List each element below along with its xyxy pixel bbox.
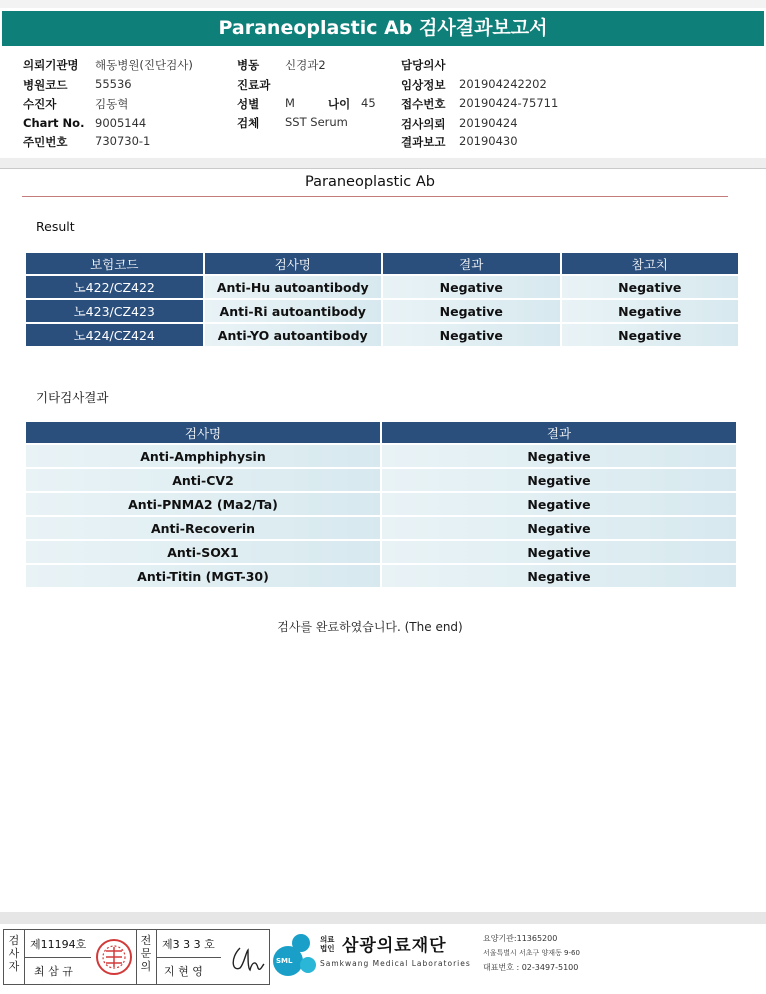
result-table xyxy=(24,251,740,348)
table-row xyxy=(26,541,736,563)
table-row xyxy=(26,493,736,515)
divider xyxy=(24,957,91,958)
info-label: 검사의뢰 xyxy=(401,117,446,131)
column-header: 보험코드 xyxy=(26,253,203,274)
bottom-band xyxy=(0,912,766,924)
info-value: 20190424-75711 xyxy=(459,96,559,110)
table-row xyxy=(26,565,736,587)
age-label: 나이 xyxy=(328,97,351,111)
info-label: 주민번호 xyxy=(23,135,68,149)
result-cell: Negative xyxy=(382,517,736,539)
column-header: 참고치 xyxy=(562,253,739,274)
table-row xyxy=(26,445,736,467)
brand-english: Samkwang Medical Laboratories xyxy=(320,959,471,968)
insurance-code-cell: 노424/CZ424 xyxy=(26,324,203,346)
insurance-code-cell: 노423/CZ423 xyxy=(26,300,203,322)
signature-box xyxy=(3,929,270,985)
info-value: 9005144 xyxy=(95,116,147,130)
signature-icon xyxy=(226,938,266,978)
info-value: 김동혁 xyxy=(95,97,129,111)
column-header: 결과 xyxy=(383,253,560,274)
reference-cell: Negative xyxy=(562,276,739,298)
info-value: 730730-1 xyxy=(95,134,151,148)
test-name-cell: Anti-YO autoantibody xyxy=(205,324,382,346)
info-row xyxy=(23,116,84,130)
table-row xyxy=(26,324,738,346)
info-label: 의뢰기관명 xyxy=(23,58,79,72)
doctor-name: 지 현 영 xyxy=(164,965,203,978)
examiner-label: 검사자 xyxy=(8,934,20,973)
result-cell: Negative xyxy=(383,300,560,322)
sml-logo-icon xyxy=(272,931,318,979)
table-row xyxy=(26,469,736,491)
test-name-cell: Anti-Recoverin xyxy=(26,517,380,539)
test-name-cell: Anti-SOX1 xyxy=(26,541,380,563)
other-results-heading: 기타검사결과 xyxy=(36,390,109,405)
address: 서울특별시 서초구 양재동 9-60 xyxy=(483,949,580,957)
insurance-code-cell: 노422/CZ422 xyxy=(26,276,203,298)
result-cell: Negative xyxy=(382,445,736,467)
info-row xyxy=(23,134,67,150)
info-value: SST Serum xyxy=(285,115,348,129)
age-value: 45 xyxy=(361,96,376,110)
info-value: 20190424 xyxy=(459,116,518,130)
test-name-cell: Anti-Titin (MGT-30) xyxy=(26,565,380,587)
info-label: 검체 xyxy=(237,116,260,130)
info-row xyxy=(23,77,67,93)
info-value: 55536 xyxy=(95,77,132,91)
info-value: 201904242202 xyxy=(459,77,547,91)
info-value: 20190430 xyxy=(459,134,518,148)
seal-stamp-icon xyxy=(94,937,134,977)
info-label: 진료과 xyxy=(237,78,271,92)
table-header-row xyxy=(26,422,736,443)
result-cell: Negative xyxy=(382,469,736,491)
other-results-table xyxy=(24,420,738,589)
info-row xyxy=(23,96,56,112)
result-cell: Negative xyxy=(382,541,736,563)
info-value: 신경과2 xyxy=(285,58,326,72)
examiner-license: 제11194호 xyxy=(30,938,87,951)
result-cell: Negative xyxy=(383,324,560,346)
info-row xyxy=(23,57,79,73)
column-header: 검사명 xyxy=(26,422,380,443)
doctor-license: 제3 3 3 호 xyxy=(162,938,215,951)
end-note: 검사를 완료하였습니다. (The end) xyxy=(277,620,463,634)
phone: 대표번호 : 02-3497-5100 xyxy=(483,963,579,972)
examiner-name: 최 삼 규 xyxy=(34,965,73,978)
test-name-cell: Anti-Hu autoantibody xyxy=(205,276,382,298)
info-label: 수진자 xyxy=(23,97,57,111)
brand-name: 삼광의료재단 xyxy=(342,936,447,956)
column-header: 검사명 xyxy=(205,253,382,274)
info-label: Chart No. xyxy=(23,116,85,130)
title-underline xyxy=(22,196,728,197)
top-strip xyxy=(0,0,766,8)
patient-info-panel xyxy=(0,50,766,169)
table-header-row xyxy=(26,253,738,274)
doctor-label: 전문의 xyxy=(140,934,152,973)
info-value: 해동병원(진단검사) xyxy=(95,58,193,72)
table-row xyxy=(26,517,736,539)
reference-cell: Negative xyxy=(562,300,739,322)
result-cell: Negative xyxy=(383,276,560,298)
divider xyxy=(156,957,221,958)
report-title: Paraneoplastic Ab 검사결과보고서 xyxy=(2,11,764,46)
brand-prefix: 의료 법인 xyxy=(320,935,335,953)
info-label: 담당의사 xyxy=(401,58,446,72)
lab-brand xyxy=(270,929,600,983)
info-value: M xyxy=(285,96,295,110)
result-cell: Negative xyxy=(382,565,736,587)
reference-cell: Negative xyxy=(562,324,739,346)
info-label: 임상정보 xyxy=(401,78,446,92)
section-title: Paraneoplastic Ab xyxy=(305,174,435,190)
info-label: 결과보고 xyxy=(401,135,446,149)
info-label: 병원코드 xyxy=(23,78,68,92)
info-label: 병동 xyxy=(237,58,260,72)
test-name-cell: Anti-Ri autoantibody xyxy=(205,300,382,322)
divider xyxy=(136,930,137,984)
test-name-cell: Anti-CV2 xyxy=(26,469,380,491)
info-label: 성별 xyxy=(237,97,260,111)
institution-code: 요양기관:11365200 xyxy=(483,934,558,943)
test-name-cell: Anti-PNMA2 (Ma2/Ta) xyxy=(26,493,380,515)
divider-band xyxy=(0,158,766,168)
table-row xyxy=(26,300,738,322)
logo-text: SML xyxy=(276,957,293,965)
table-row xyxy=(26,276,738,298)
info-label: 접수번호 xyxy=(401,97,446,111)
result-heading: Result xyxy=(36,219,75,234)
column-header: 결과 xyxy=(382,422,736,443)
test-name-cell: Anti-Amphiphysin xyxy=(26,445,380,467)
result-cell: Negative xyxy=(382,493,736,515)
